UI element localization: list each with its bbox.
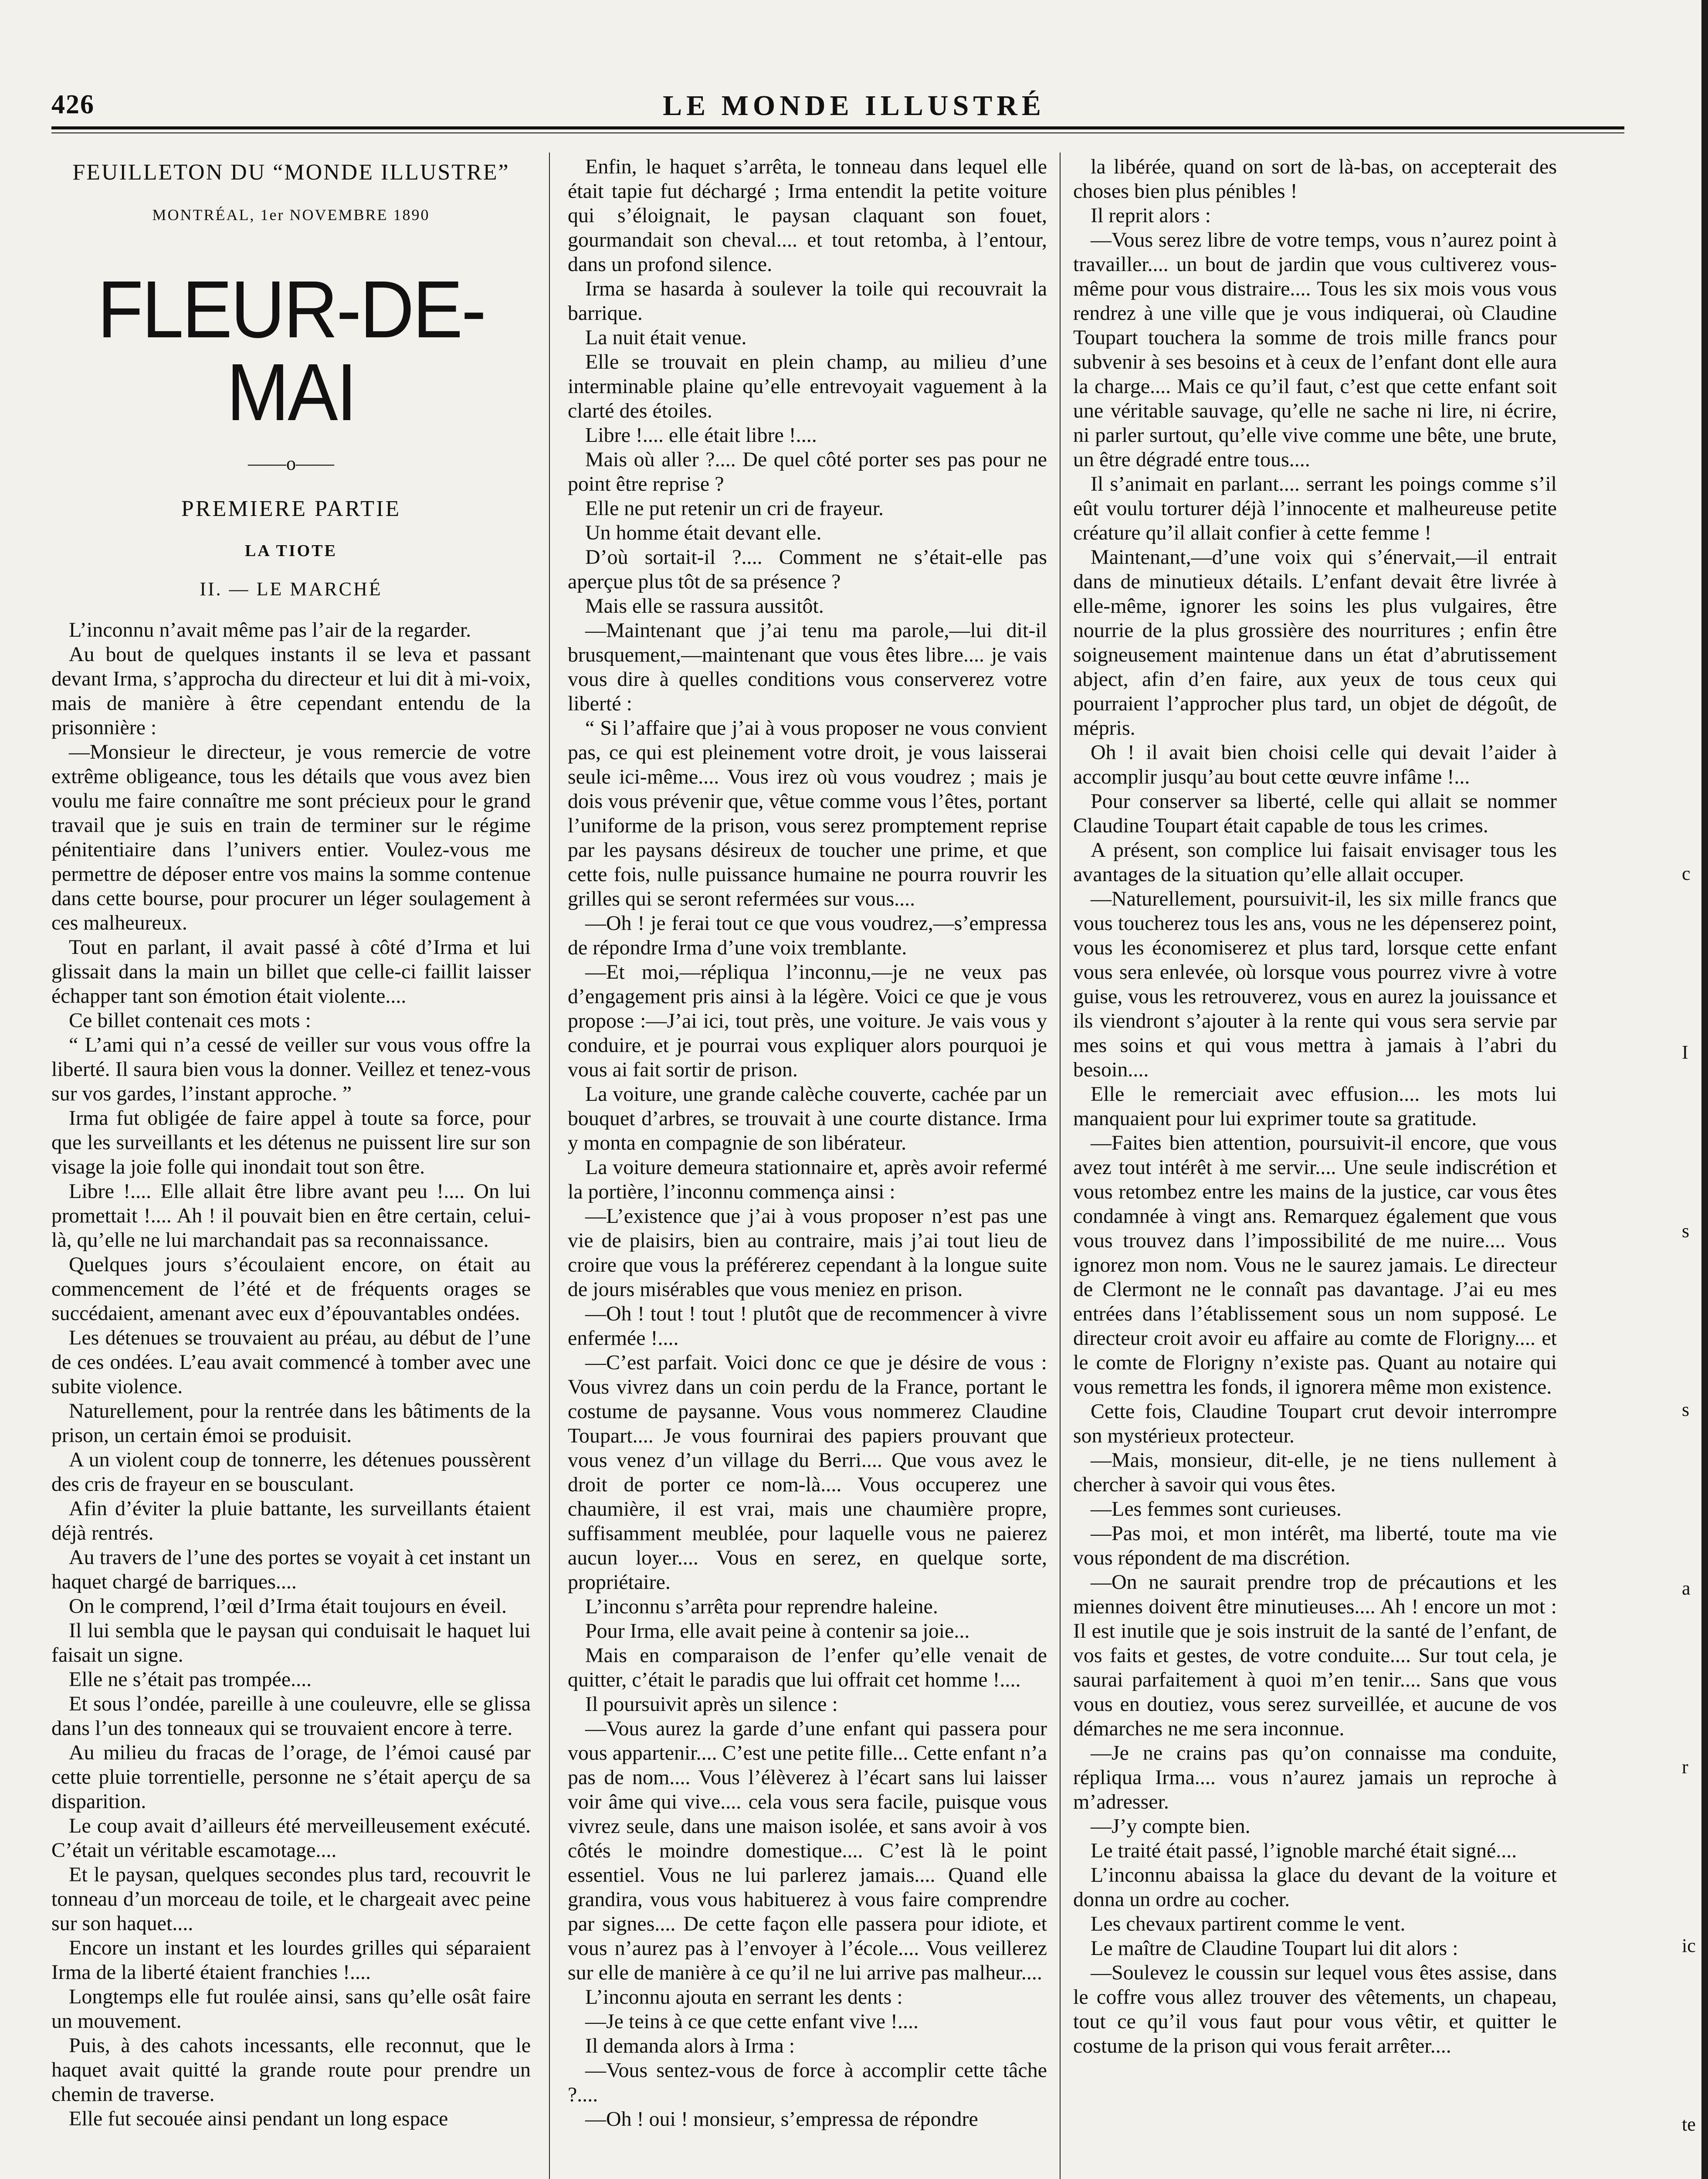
paragraph: Au travers de l’une des portes se voyait à cet instant un haquet chargé de barriques.... <box>51 1546 531 1593</box>
paragraph: Puis, à des cahots incessants, elle reconnut, que le haquet avait quitté la grande route pour prendre un chemin de traverse. <box>51 2034 531 2106</box>
chapter-heading: II. — LE MARCHÉ <box>200 578 383 600</box>
column-divider <box>1060 153 1061 2179</box>
paragraph: —Monsieur le directeur, je vous remercie de votre extrême obligeance, tous les détails que vous avez bien voulu me faire connaître me sont précieux pour le grand travail que je suis en train de terminer sur le régime pénitentiaire dans l’univers entier. Voulez-vous me permettre de déposer entre vos mains la somme contenue dans cette bourse, pour procurer un léger soulagement à ces malheureux. <box>51 740 531 934</box>
paragraph: Il lui sembla que le paysan qui conduisait le haquet lui faisait un signe. <box>51 1619 531 1666</box>
paragraph: —Mais, monsieur, dit-elle, je ne tiens nullement à chercher à savoir qui vous êtes. <box>1073 1449 1557 1496</box>
paragraph: Le maître de Claudine Toupart lui dit alors : <box>1091 1937 1458 1960</box>
paragraph: D’où sortait-il ?.... Comment ne s’était-elle pas aperçue plus tôt de sa présence ? <box>568 546 1047 593</box>
column-1-body <box>51 618 531 2131</box>
paragraph: Mais elle se rassura aussitôt. <box>585 594 824 618</box>
paragraph: Ce billet contenait ces mots : <box>69 1009 311 1032</box>
paragraph: Libre !.... Elle allait être libre avant peu !.... On lui promettait !.... Ah ! il pouvait bien en être certain, celui-là, qu’elle ne lui marchandait pas sa reconnaissance. <box>51 1180 531 1252</box>
paragraph: Maintenant,—d’une voix qui s’énervait,—il entrait dans de minutieux détails. L’enfant devait être livrée à elle-même, ignorer les soins les plus vulgaires, être nourrie de la plus grossière des nourritures ; enfin être soigneusement maintenue dans un état d’abrutissement abject, afin d’en faire, aux yeux de tous ceux qui pourraient l’approcher plus tard, un objet de dégoût, de mépris. <box>1073 546 1557 740</box>
paragraph: Afin d’éviter la pluie battante, les surveillants étaient déjà rentrés. <box>51 1497 531 1544</box>
paragraph: —Soulevez le coussin sur lequel vous êtes assise, dans le coffre vous allez trouver des vêtements, un chapeau, tout ce qu’il vous faut pour vous vêtir, et quitter le costume de la prison qui vous ferait arrêter.... <box>1073 1961 1557 2057</box>
paragraph: —Oh ! je ferai tout ce que vous voudrez,—s’empressa de répondre Irma d’une voix tremblante. <box>568 912 1047 959</box>
paragraph: —Faites bien attention, poursuivit-il encore, que vous avez tout intérêt à me servir.... Une seule indiscrétion et vous retombez entre les mains de la justice, car vous êtes condamnée à vingt ans. Remarquez également que vous vous trouvez dans l’impossibilité de me nuire.... Vous ignorez mon nom. Vous ne le saurez jamais. Le directeur de Clermont ne le connaît pas davantage. J’ai eu mes entrées dans l’établissement sous un nom supposé. Le directeur croit avoir eu affaire au comte de Florigny.... et le comte de Florigny n’existe pas. Quant au notaire qui vous remettra les fonds, il ignorera même mon existence. <box>1073 1131 1557 1398</box>
paragraph: —Je teins à ce que cette enfant vive !.... <box>585 2010 918 2033</box>
paragraph: Cette fois, Claudine Toupart crut devoir interrompre son mystérieux protecteur. <box>1073 1400 1557 1447</box>
paragraph: —Oh ! tout ! tout ! plutôt que de recommencer à vivre enfermée !.... <box>568 1302 1047 1350</box>
header-rule <box>51 126 1624 129</box>
paragraph: Encore un instant et les lourdes grilles qui séparaient Irma de la liberté étaient franchies !.... <box>51 1936 531 1984</box>
dateline: MONTRÉAL, 1er NOVEMBRE 1890 <box>152 206 430 224</box>
paragraph: Au bout de quelques instants il se leva et passant devant Irma, s’approcha du directeur et lui dit à mi-voix, mais de manière à être cependant entendu de la prisonnière : <box>51 643 531 739</box>
edge-fragment: a <box>1682 1578 1691 1599</box>
paragraph: —Naturellement, poursuivit-il, les six mille francs que vous toucherez tous les ans, vous ne les dépenserez point, vous les économiserez et plus tard, lorsque cette enfant vous sera enlevée, où lorsque vous pourrez vivre à votre guise, vous les retrouverez, vous en aurez la jouissance et ils viendront s’ajouter à la rente qui vous sera servie par mes soins et qui vous mettra à jamais à l’abri du besoin.... <box>1073 887 1557 1081</box>
column-2-body <box>568 155 1047 2131</box>
paragraph: —C’est parfait. Voici donc ce que je désire de vous : Vous vivrez dans un coin perdu de la France, portant le costume de paysanne. Vous vous nommerez Claudine Toupart.... Je vous fournirai des papiers prouvant que vous venez d’un village du Berri.... Que vous avez le droit de porter ce nom-là.... Vous occuperez une chaumière, il est vrai, mais une chaumière propre, suffisamment meublée, pour laquelle vous ne paierez aucun loyer.... Vous en serez, en quelque sorte, propriétaire. <box>568 1351 1047 1594</box>
paragraph: Les détenues se trouvaient au préau, au début de l’une de ces ondées. L’eau avait commencé à tomber avec une subite violence. <box>51 1326 531 1398</box>
story-title: FLEUR-DE-MAI <box>97 265 485 438</box>
column-3-body <box>1073 155 1557 2058</box>
paragraph: la libérée, quand on sort de là-bas, on accepterait des choses bien plus pénibles ! <box>1073 155 1557 203</box>
paragraph: Elle se trouvait en plein champ, au milieu d’une interminable plaine qu’elle entrevoyait vaguement à la clarté des étoiles. <box>568 350 1047 422</box>
edge-fragment: te <box>1682 2114 1696 2135</box>
paragraph: “ L’ami qui n’a cessé de veiller sur vous vous offre la liberté. Il saura bien vous la donner. Veillez et tenez-vous sur vos gardes, l’instant approche. ” <box>51 1033 531 1105</box>
paragraph: Elle ne put retenir un cri de frayeur. <box>585 497 884 520</box>
ornament-divider: ——o—— <box>248 453 334 474</box>
paragraph: Mais où aller ?.... De quel côté porter ses pas pour ne point être reprise ? <box>568 448 1047 496</box>
paragraph: L’inconnu ajouta en serrant les dents : <box>585 1986 903 2009</box>
paragraph: Libre !.... elle était libre !.... <box>585 424 817 447</box>
paragraph: Et sous l’ondée, pareille à une couleuvre, elle se glissa dans l’un des tonneaux qui se trouvaient encore à terre. <box>51 1692 531 1740</box>
paragraph: Enfin, le haquet s’arrêta, le tonneau dans lequel elle était tapie fut déchargé ; Irma entendit la petite voiture qui s’éloignait, le paysan claquant son fouet, gourmandait son cheval.... et tout retomba, à l’entour, dans un profond silence. <box>568 155 1047 276</box>
paragraph: Irma se hasarda à soulever la toile qui recouvrait la barrique. <box>568 277 1047 325</box>
paragraph: —Vous aurez la garde d’une enfant qui passera pour vous appartenir.... C’est une petite fille... Cette enfant n’a pas de nom.... Vous l’élèverez à l’écart sans lui laisser voir âme qui vive.... cela vous sera facile, puisque vous vivrez seule, dans une maison isolée, et sans avoir à vos côtés le moindre domestique.... C’est là le point essentiel. Vous ne lui parlerez jamais.... Quand elle grandira, vous vous habituerez à vous faire comprendre par signes.... De cette façon elle passera pour idiote, et vous n’aurez pas à l’envoyer à l’école.... Vous veillerez sur elle de manière à ce qu’il ne lui arrive pas malheur.... <box>568 1717 1047 1984</box>
edge-fragment: s <box>1682 1220 1690 1242</box>
paragraph: —Les femmes sont curieuses. <box>1091 1497 1342 1521</box>
paragraph: —Maintenant que j’ai tenu ma parole,—lui dit-il brusquement,—maintenant que vous êtes libre.... je vais vous dire à quelles conditions vous conserverez votre liberté : <box>568 619 1047 715</box>
paragraph: L’inconnu abaissa la glace du devant de la voiture et donna un ordre au cocher. <box>1073 1863 1557 1911</box>
paragraph: A un violent coup de tonnerre, les détenues poussèrent des cris de frayeur en se bousculant. <box>51 1448 531 1496</box>
column-1 <box>51 155 531 2179</box>
paragraph: Il reprit alors : <box>1091 204 1211 227</box>
masthead: LE MONDE ILLUSTRÉ <box>663 90 1045 122</box>
paragraph: —Pas moi, et mon intérêt, ma liberté, toute ma vie vous répondent de ma discrétion. <box>1073 1522 1557 1569</box>
page-edge-shadow <box>1701 0 1708 2179</box>
paragraph: Il demanda alors à Irma : <box>585 2034 795 2057</box>
feuilleton-heading: FEUILLETON DU “MONDE ILLUSTRE” <box>72 160 510 185</box>
paragraph: Le coup avait d’ailleurs été merveilleusement exécuté. C’était un véritable escamotage.... <box>51 1814 531 1862</box>
paragraph: Elle ne s’était pas trompée.... <box>69 1668 312 1691</box>
paragraph: Naturellement, pour la rentrée dans les bâtiments de la prison, un certain émoi se produisit. <box>51 1399 531 1447</box>
paragraph: A présent, son complice lui faisait envisager tous les avantages de la situation qu’elle allait occuper. <box>1073 838 1557 886</box>
paragraph: —Et moi,—répliqua l’inconnu,—je ne veux pas d’engagement pris ainsi à la légère. Voici ce que je vous propose :—J’ai ici, tout près, une voiture. Je vais vous y conduire, et je pourrai vous expliquer alors pourquoi je vous ai fait sortir de prison. <box>568 961 1047 1081</box>
paragraph: Pour Irma, elle avait peine à contenir sa joie... <box>585 1619 970 1643</box>
edge-fragment: s <box>1682 1399 1690 1420</box>
paragraph: Au milieu du fracas de l’orage, de l’émoi causé par cette pluie torrentielle, personne ne s’était aperçu de sa disparition. <box>51 1741 531 1813</box>
paragraph: —L’existence que j’ai à vous proposer n’est pas une vie de plaisirs, bien au contraire, mais j’ai tout lieu de croire que vous la préférerez cependant à la longue suite de jours misérables que vous meniez en prison. <box>568 1205 1047 1301</box>
paragraph: Elle fut secouée ainsi pendant un long espace <box>69 2107 448 2130</box>
edge-fragment: ic <box>1682 1935 1696 1956</box>
edge-fragment: I <box>1682 1042 1688 1063</box>
paragraph: Oh ! il avait bien choisi celle qui devait l’aider à accomplir jusqu’au bout cette œuvre infâme !... <box>1073 741 1557 788</box>
part-subtitle: LA TIOTE <box>245 542 337 560</box>
part-heading: PREMIERE PARTIE <box>181 496 401 521</box>
paragraph: Elle le remerciait avec effusion.... les mots lui manquaient pour lui exprimer toute sa gratitude. <box>1073 1083 1557 1130</box>
paragraph: Il s’animait en parlant.... serrant les poings comme s’il eût voulu torturer déjà l’innocente et malheureuse petite créature qu’il allait confier à cette femme ! <box>1073 472 1557 544</box>
edge-fragment: r <box>1682 1756 1688 1778</box>
header-rule-thin <box>51 132 1624 133</box>
column-divider <box>549 153 550 2179</box>
paragraph: Les chevaux partirent comme le vent. <box>1091 1912 1406 1935</box>
paragraph: Un homme était devant elle. <box>585 521 822 544</box>
paragraph: Longtemps elle fut roulée ainsi, sans qu’elle osât faire un mouvement. <box>51 1985 531 2033</box>
paragraph: Pour conserver sa liberté, celle qui allait se nommer Claudine Toupart était capable de tous les crimes. <box>1073 790 1557 837</box>
paragraph: —Oh ! oui ! monsieur, s’empressa de répondre <box>585 2108 978 2131</box>
paragraph: Mais en comparaison de l’enfer qu’elle venait de quitter, c’était le paradis que lui offrait cet homme !.... <box>568 1644 1047 1691</box>
edge-fragment: c <box>1682 863 1691 884</box>
paragraph: —Vous serez libre de votre temps, vous n’aurez point à travailler.... un bout de jardin que vous cultiverez vous-même pour vous distraire.... Tous les six mois vous vous rendrez à une ville que je vous indiquerai, où Claudine Toupart touchera la somme de trois mille francs pour subvenir à ses besoins et à ceux de l’enfant dont elle aura la charge.... Mais ce qu’il faut, c’est que cette enfant soit une véritable sauvage, qu’elle ne sache ni lire, ni écrire, ni parler surtout, qu’elle vive comme une bête, une brute, un être dégradé entre tous.... <box>1073 228 1557 471</box>
paragraph: L’inconnu s’arrêta pour reprendre haleine. <box>585 1595 938 1618</box>
page-number: 426 <box>51 90 95 119</box>
paragraph: La voiture demeura stationnaire et, après avoir refermé la portière, l’inconnu commença ainsi : <box>568 1156 1047 1203</box>
paragraph: “ Si l’affaire que j’ai à vous proposer ne vous convient pas, ce qui est pleinement votre droit, je vous laisserai seule ici-même.... Vous irez où vous voudrez ; mais je dois vous prévenir que, vêtue comme vous l’êtes, portant l’uniforme de la prison, vous serez promptement reprise par les paysans désireux de toucher une prime, et que cette fois, nulle puissance humaine ne pourra rouvrir les grilles qui se seront refermées sur vous.... <box>568 716 1047 910</box>
adjacent-page-edge-text <box>1682 784 1704 2179</box>
paragraph: Irma fut obligée de faire appel à toute sa force, pour que les surveillants et les détenus ne puissent lire sur son visage la joie folle qui inondait tout son être. <box>51 1106 531 1178</box>
paragraph: On le comprend, l’œil d’Irma était toujours en éveil. <box>69 1595 507 1618</box>
column-2 <box>568 155 1047 2179</box>
paragraph: La voiture, une grande calèche couverte, cachée par un bouquet d’arbres, se trouvait à une courte distance. Irma y monta en compagnie de son libérateur. <box>568 1083 1047 1154</box>
paragraph: Il poursuivit après un silence : <box>585 1693 838 1716</box>
paragraph: Tout en parlant, il avait passé à côté d’Irma et lui glissait dans la main un billet que celle-ci faillit laisser échapper tant son émotion était violente.... <box>51 936 531 1008</box>
paragraph: L’inconnu n’avait même pas l’air de la regarder. <box>69 618 471 641</box>
paragraph: —On ne saurait prendre trop de précautions et les miennes doivent être minutieuses.... Ah ! encore un mot : Il est inutile que je sois instruit de la santé de l’enfant, de vos faits et gestes, de votre conduite.... Sur tout cela, je saurai parfaitement à quoi m’en tenir.... Sans que vous vous en doutiez, vous serez surveillée, et aucune de vos démarches ne me sera inconnue. <box>1073 1571 1557 1740</box>
paragraph: —Vous sentez-vous de force à accomplir cette tâche ?.... <box>568 2059 1047 2106</box>
paragraph: La nuit était venue. <box>585 326 747 349</box>
paragraph: —J’y compte bien. <box>1091 1815 1250 1838</box>
paragraph: Quelques jours s’écoulaient encore, on était au commencement de l’été et de fréquents orages se succédaient, amenant avec eux d’épouvantables ondées. <box>51 1253 531 1325</box>
paragraph: —Je ne crains pas qu’on connaisse ma conduite, répliqua Irma.... vous n’aurez jamais un reproche à m’adresser. <box>1073 1741 1557 1813</box>
paragraph: Le traité était passé, l’ignoble marché était signé.... <box>1091 1839 1517 1862</box>
paragraph: Et le paysan, quelques secondes plus tard, recouvrit le tonneau d’un morceau de toile, et le chargeait avec peine sur son haquet.... <box>51 1863 531 1935</box>
column-3 <box>1073 155 1557 2179</box>
